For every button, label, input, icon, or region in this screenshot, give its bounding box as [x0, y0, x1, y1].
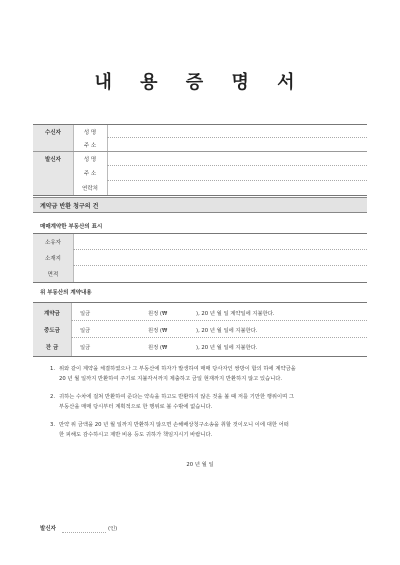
- payment-label-deposit: 계약금: [44, 311, 60, 317]
- clause-line: 만약 위 금액을 20 년 월 일까지 반환하지 않으면 손해배상청구소송을 취할 것이오니 이에 대한 어떠: [59, 422, 289, 428]
- clause-line: 20 년 월 일까지 반환하여 주기로 지불각서까지 제출하고 금일 현재까지 반환하지 않고 있습니다.: [59, 376, 283, 382]
- payment-label-interim: 중도금: [44, 328, 60, 334]
- sender-name-label: 성 명: [83, 157, 97, 163]
- document-title: 내 용 증 명 서: [94, 72, 306, 93]
- property-row-area: 면적: [47, 272, 59, 278]
- payment-date-text: ), 20 년 월 일 계약일에 지불한다.: [196, 311, 275, 317]
- clause-line: 부동산을 매매 당시부터 계획적으로 한 행위로 볼 수밖에 없습니다.: [59, 404, 213, 410]
- clause-number: 2.: [50, 394, 56, 400]
- clause-number: 1.: [50, 366, 56, 372]
- sender-label: 발신자: [45, 157, 61, 163]
- recipient-address-label: 주 소: [83, 143, 97, 149]
- payment-date-text: ), 20 년 월 일에 지불한다.: [196, 345, 258, 351]
- sender-address-label: 주 소: [83, 171, 97, 177]
- contract-heading: 위 부동산의 계약내용: [40, 290, 92, 296]
- property-row-owner: 소유자: [45, 240, 61, 246]
- clause-number: 3.: [50, 422, 56, 428]
- property-heading: 매매계약한 부동산의 표시: [40, 224, 103, 230]
- payment-amount-label: 일금: [80, 345, 91, 351]
- payment-won-label: 원정 (₩: [148, 345, 168, 351]
- payment-won-label: 원정 (₩: [148, 311, 168, 317]
- sender-contact-label: 연락처: [82, 186, 98, 192]
- clause-line: 귀하는 수차에 걸쳐 반환하여 준다는 약속을 하고도 반환하지 않은 것을 볼 때 저를 기만한 행위이며 그: [59, 394, 295, 400]
- payment-label-balance: 잔 금: [45, 345, 59, 351]
- seal-mark: (인): [108, 526, 118, 532]
- payment-amount-label: 일금: [80, 311, 91, 317]
- property-row-location: 소재지: [45, 256, 61, 262]
- recipient-label: 수신자: [45, 130, 61, 136]
- date-line: 20 년 월 일: [186, 462, 214, 468]
- sender-sign-label: 발신자: [40, 526, 56, 532]
- payment-date-text: ), 20 년 월 일에 지불한다.: [196, 328, 258, 334]
- clause-line: 위와 같이 계약을 체결하였으나 그 부동산에 하자가 발생하여 매매 당사자인 쌍방이 합의 하에 계약금을: [59, 366, 296, 372]
- recipient-name-label: 성 명: [83, 130, 97, 136]
- payment-amount-label: 일금: [80, 328, 91, 334]
- payment-won-label: 원정 (₩: [148, 328, 168, 334]
- clause-line: 한 피해도 감수하시고 제반 비용 등도 귀하가 책임지시기 바랍니다.: [59, 432, 213, 438]
- subject-text: 계약금 반환 청구의 건: [40, 203, 99, 210]
